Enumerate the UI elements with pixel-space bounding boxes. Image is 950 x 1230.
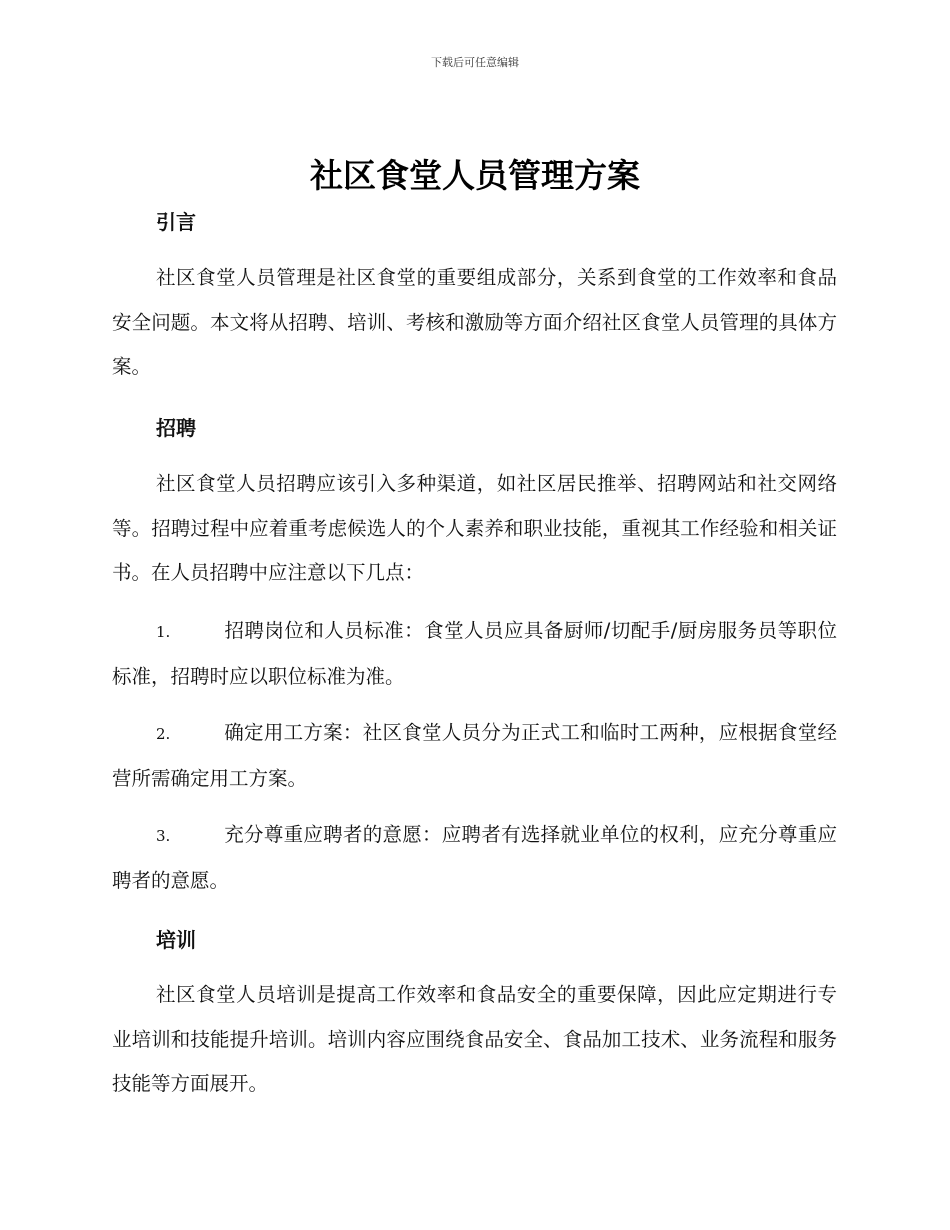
list-item-text: 招聘岗位和人员标准：食堂人员应具备厨师/切配手/厨房服务员等职位标准，招聘时应以职位标准为准。 [112, 619, 837, 688]
paragraph-intro: 社区食堂人员管理是社区食堂的重要组成部分，关系到食堂的工作效率和食品安全问题。本文将从招聘、培训、考核和激励等方面介绍社区食堂人员管理的具体方案。 [112, 266, 837, 378]
list-item-number: 2. [156, 725, 171, 743]
section-heading-recruitment: 招聘 [156, 416, 196, 440]
section-heading-training: 培训 [156, 928, 196, 952]
document-title: 社区食堂人员管理方案 [310, 156, 640, 195]
list-item-number: 3. [156, 827, 171, 845]
list-item [112, 711, 837, 801]
list-item-text: 充分尊重应聘者的意愿：应聘者有选择就业单位的权利，应充分尊重应聘者的意愿。 [112, 823, 837, 892]
list-item [112, 813, 837, 903]
section-heading-intro: 引言 [156, 210, 196, 234]
list-item-text: 确定用工方案：社区食堂人员分为正式工和临时工两种，应根据食堂经营所需确定用工方案。 [112, 721, 837, 790]
paragraph-training: 社区食堂人员培训是提高工作效率和食品安全的重要保障，因此应定期进行专业培训和技能提升培训。培训内容应围绕食品安全、食品加工技术、业务流程和服务技能等方面展开。 [112, 983, 837, 1095]
paragraph-recruitment: 社区食堂人员招聘应该引入多种渠道，如社区居民推举、招聘网站和社交网络等。招聘过程中应着重考虑候选人的个人素养和职业技能，重视其工作经验和相关证书。在人员招聘中应注意以下几点： [112, 472, 837, 584]
list-item-number: 1. [156, 623, 171, 641]
header-note: 下载后可任意编辑 [431, 56, 519, 69]
list-item [112, 609, 837, 699]
